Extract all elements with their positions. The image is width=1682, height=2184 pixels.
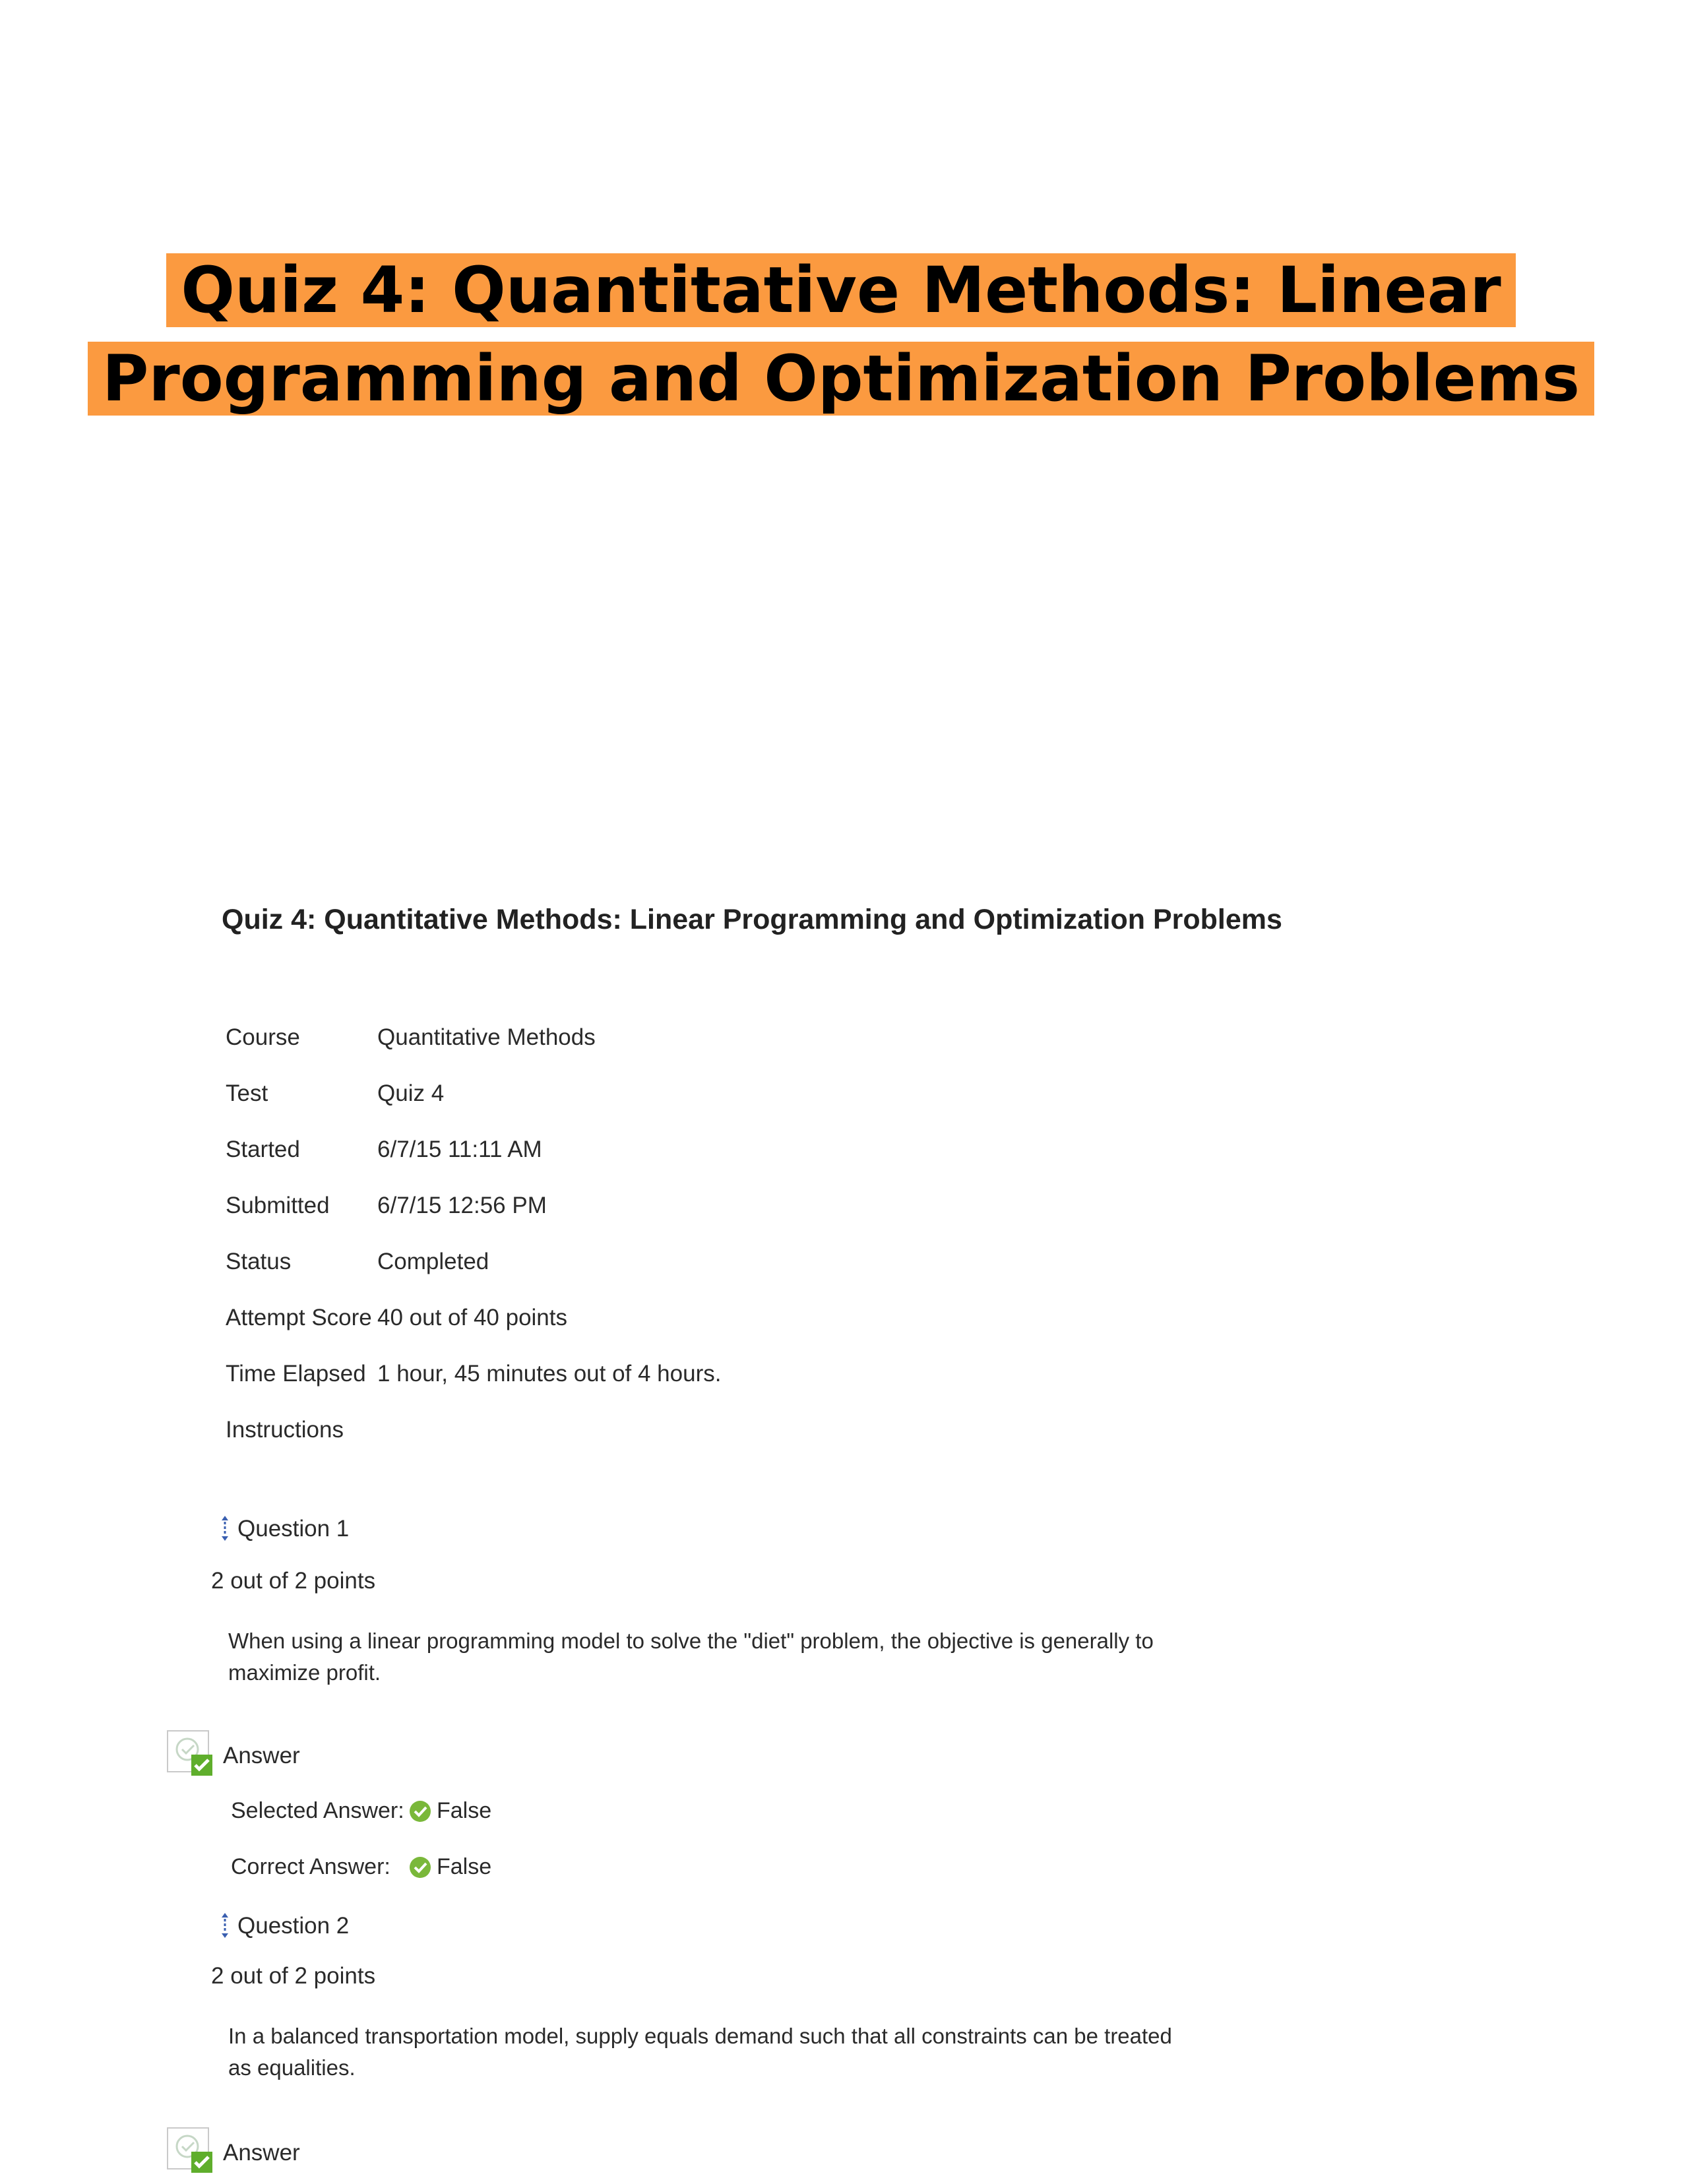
meta-value: Completed [377,1248,489,1274]
question-1-text: When using a linear programming model to solve the "diet" problem, the objective is generally to maximize profit. [228,1629,1154,1685]
meta-row-status [226,1233,721,1290]
meta-label: Status [226,1248,292,1274]
answer-correct-icon [165,2125,223,2181]
answer-correct-icon [165,1728,223,1784]
answer-label: Answer [223,2140,300,2166]
meta-value: 40 out of 40 points [377,1304,567,1330]
meta-value [377,1402,721,1458]
meta-label: Instructions [226,1416,344,1443]
question-2-header[interactable] [218,1912,349,1941]
document-title [0,246,1682,423]
selected-answer-label: Selected Answer: [231,1798,404,1823]
correct-answer-value: False [437,1854,492,1879]
answer-label: Answer [223,1743,300,1768]
question-2-text: In a balanced transportation model, supply equals demand such that all constraints can be treated as equalities. [228,2024,1172,2080]
question-title: Question 2 [237,1913,350,1939]
meta-row-course [226,1009,721,1065]
meta-label: Course [226,1024,300,1050]
drag-handle-icon[interactable] [218,1514,232,1544]
document-title-text: Quiz 4: Quantitative Methods: Linear Programming and Optimization Problems [88,253,1594,416]
meta-value: Quantitative Methods [377,1024,596,1050]
question-2-answer-block [165,2125,300,2181]
meta-row-started [226,1121,721,1177]
meta-row-attempt-score [226,1290,721,1346]
meta-label: Attempt Score [226,1304,372,1330]
meta-value: Quiz 4 [377,1080,445,1106]
question-1-points: 2 out of 2 points [211,1568,376,1594]
meta-label: Started [226,1136,300,1162]
question-1-answer-block [165,1728,300,1784]
meta-value: 1 hour, 45 minutes out of 4 hours. [377,1360,722,1387]
check-circle-icon [409,1856,431,1879]
question-2-points: 2 out of 2 points [211,1963,376,1989]
drag-handle-icon[interactable] [218,1912,232,1941]
quiz-meta-table [226,1009,721,1458]
meta-label: Submitted [226,1192,330,1218]
correct-answer-label: Correct Answer: [231,1854,390,1879]
question-1-header[interactable] [218,1514,349,1544]
meta-value: 6/7/15 11:11 AM [377,1136,542,1162]
meta-row-instructions [226,1402,721,1458]
meta-value: 6/7/15 12:56 PM [377,1192,547,1218]
question-title: Question 1 [237,1516,350,1542]
correct-answer-row [231,1854,491,1880]
meta-row-test [226,1065,721,1121]
meta-label: Time Elapsed [226,1360,366,1387]
meta-label: Test [226,1080,268,1106]
selected-answer-row [231,1798,491,1824]
meta-row-submitted [226,1177,721,1233]
selected-answer-value: False [437,1798,492,1823]
meta-row-time-elapsed [226,1346,721,1402]
check-circle-icon [409,1800,431,1823]
quiz-heading: Quiz 4: Quantitative Methods: Linear Programming and Optimization Problems [222,904,1282,935]
